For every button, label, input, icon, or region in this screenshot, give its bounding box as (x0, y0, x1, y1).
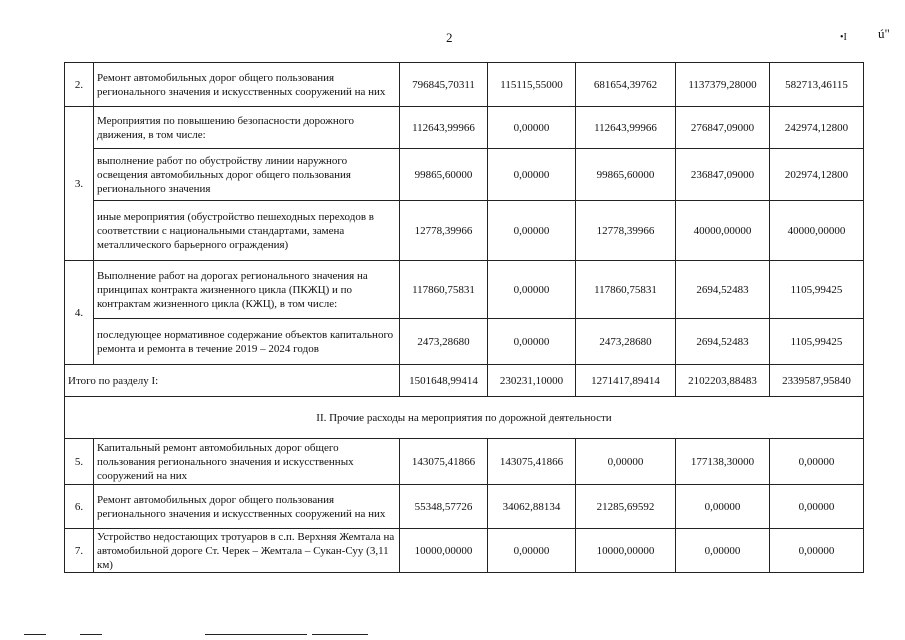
value-cell: 55348,57726 (400, 485, 488, 529)
value-cell: 143075,41866 (488, 439, 576, 485)
row-name: Ремонт автомобильных дорог общего пользования регионального значения и искусственных сооружений на них (94, 63, 400, 107)
value-cell: 0,00000 (770, 485, 864, 529)
value-cell: 10000,00000 (400, 529, 488, 573)
value-cell: 2473,28680 (576, 319, 676, 365)
table-row (65, 529, 864, 573)
row-number: 5. (65, 439, 94, 485)
table-row (65, 485, 864, 529)
value-cell: 202974,12800 (770, 149, 864, 201)
total-value: 1271417,89414 (576, 365, 676, 397)
margin-mark: ú" (878, 26, 890, 41)
value-cell: 236847,09000 (676, 149, 770, 201)
footer-rule (312, 634, 368, 635)
value-cell: 2473,28680 (400, 319, 488, 365)
row-name: последующее нормативное содержание объектов капитального ремонта и ремонта в течение 2019 – 2024 годов (94, 319, 400, 365)
total-value: 1501648,99414 (400, 365, 488, 397)
table-row (65, 439, 864, 485)
value-cell: 40000,00000 (770, 201, 864, 261)
value-cell: 0,00000 (770, 439, 864, 485)
table-row (65, 149, 864, 201)
budget-table (64, 62, 864, 573)
row-name: выполнение работ по обустройству линии наружного освещения автомобильных дорог общего пользования регионального значения (94, 149, 400, 201)
value-cell: 0,00000 (488, 319, 576, 365)
table-row (65, 63, 864, 107)
value-cell: 681654,39762 (576, 63, 676, 107)
section-title: II. Прочие расходы на мероприятия по дорожной деятельности (65, 397, 864, 439)
footer-rule (205, 634, 307, 635)
value-cell: 12778,39966 (400, 201, 488, 261)
value-cell: 21285,69592 (576, 485, 676, 529)
row-number: 4. (65, 261, 94, 365)
row-number: 6. (65, 485, 94, 529)
value-cell: 0,00000 (488, 261, 576, 319)
row-name: Мероприятия по повышению безопасности дорожного движения, в том числе: (94, 107, 400, 149)
value-cell: 0,00000 (488, 149, 576, 201)
total-label: Итого по разделу I: (65, 365, 400, 397)
value-cell: 112643,99966 (576, 107, 676, 149)
total-value: 2339587,95840 (770, 365, 864, 397)
value-cell: 242974,12800 (770, 107, 864, 149)
table-row (65, 261, 864, 319)
value-cell: 34062,88134 (488, 485, 576, 529)
section-row (65, 397, 864, 439)
value-cell: 117860,75831 (400, 261, 488, 319)
table-row (65, 107, 864, 149)
total-value: 230231,10000 (488, 365, 576, 397)
value-cell: 0,00000 (488, 107, 576, 149)
table-row (65, 201, 864, 261)
value-cell: 796845,70311 (400, 63, 488, 107)
value-cell: 0,00000 (770, 529, 864, 573)
margin-mark: •I (840, 32, 847, 43)
value-cell: 2694,52483 (676, 261, 770, 319)
row-name: иные мероприятия (обустройство пешеходных переходов в соответствии с национальными стандартами, замена металлического барьерного ограждения) (94, 201, 400, 261)
total-value: 2102203,88483 (676, 365, 770, 397)
value-cell: 0,00000 (576, 439, 676, 485)
value-cell: 276847,09000 (676, 107, 770, 149)
row-name: Ремонт автомобильных дорог общего пользования регионального значения и искусственных сооружений на них (94, 485, 400, 529)
value-cell: 10000,00000 (576, 529, 676, 573)
row-name: Капитальный ремонт автомобильных дорог общего пользования регионального значения и искусственных сооружений на них (94, 439, 400, 485)
row-number: 3. (65, 107, 94, 261)
value-cell: 0,00000 (676, 485, 770, 529)
value-cell: 0,00000 (676, 529, 770, 573)
value-cell: 117860,75831 (576, 261, 676, 319)
value-cell: 0,00000 (488, 201, 576, 261)
total-row (65, 365, 864, 397)
row-name: Выполнение работ на дорогах регионального значения на принципах контракта жизненного цикла (ПКЖЦ) и по контрактам жизненного цикла (КЖЦ), в том числе: (94, 261, 400, 319)
row-name: Устройство недостающих тротуаров в с.п. Верхняя Жемтала на автомобильной дороге Ст. Черек – Жемтала – Сукан-Суу (3,11 км) (94, 529, 400, 573)
row-number: 2. (65, 63, 94, 107)
value-cell: 177138,30000 (676, 439, 770, 485)
value-cell: 2694,52483 (676, 319, 770, 365)
value-cell: 12778,39966 (576, 201, 676, 261)
value-cell: 0,00000 (488, 529, 576, 573)
value-cell: 1137379,28000 (676, 63, 770, 107)
value-cell: 40000,00000 (676, 201, 770, 261)
footer-rule (24, 634, 46, 635)
table-row (65, 319, 864, 365)
value-cell: 112643,99966 (400, 107, 488, 149)
value-cell: 1105,99425 (770, 319, 864, 365)
value-cell: 582713,46115 (770, 63, 864, 107)
value-cell: 143075,41866 (400, 439, 488, 485)
page-number: 2 (446, 30, 453, 45)
value-cell: 99865,60000 (400, 149, 488, 201)
row-number: 7. (65, 529, 94, 573)
footer-rule (80, 634, 102, 635)
value-cell: 99865,60000 (576, 149, 676, 201)
value-cell: 1105,99425 (770, 261, 864, 319)
value-cell: 115115,55000 (488, 63, 576, 107)
